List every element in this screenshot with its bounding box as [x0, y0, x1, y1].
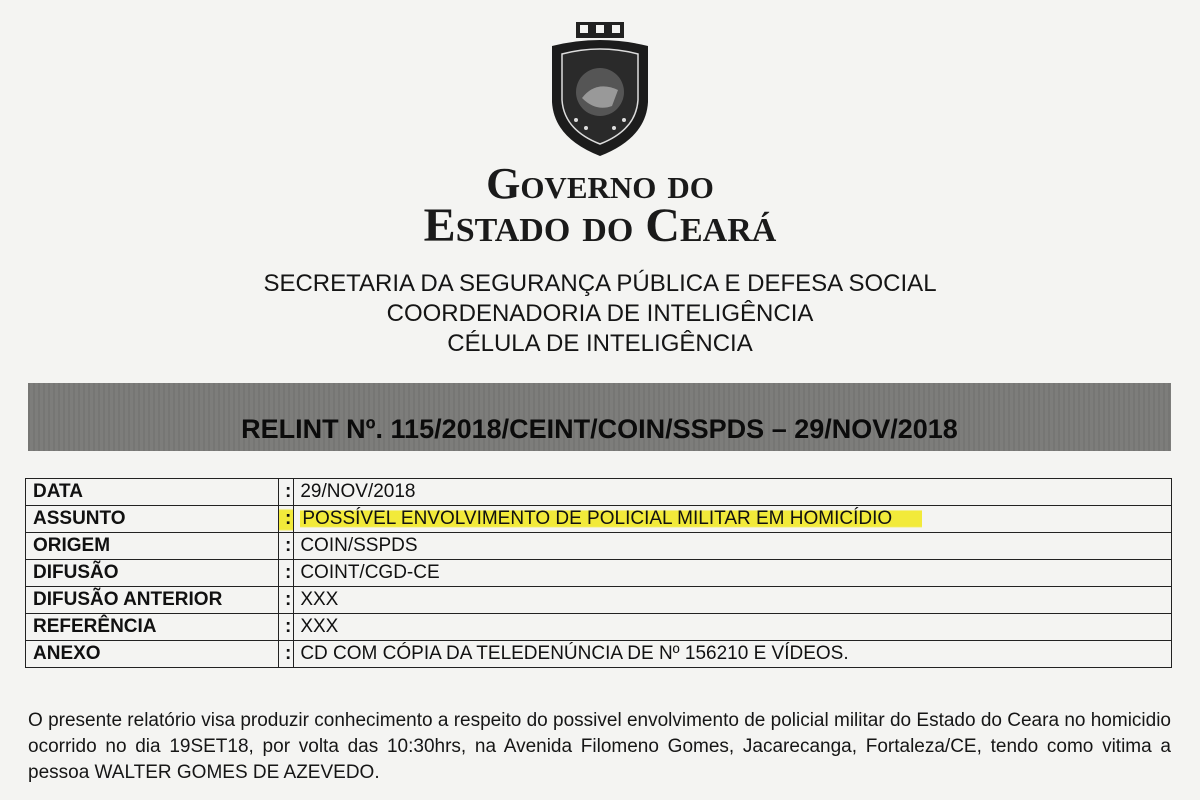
report-number: RELINT Nº. 115/2018/CEINT/COIN/SSPDS – 29/NOV/2018 [241, 414, 958, 444]
row-label: REFERÊNCIA [26, 614, 279, 641]
row-separator: : [279, 479, 294, 506]
row-value-highlighted: POSSÍVEL ENVOLVIMENTO DE POLICIAL MILITAR EM HOMICÍDIO [300, 508, 922, 529]
report-body-paragraph: O presente relatório visa produzir conhecimento a respeito do possivel envolvimento de policial militar do Estado do Ceara no homicidio ocorrido no dia 19SET18, por volta das 10:30hrs, na Avenida Filomeno Gomes, Jacarecanga, Fortaleza/CE, tendo como vitima a pessoa WALTER GOMES DE AZEVEDO. [28, 710, 1171, 783]
row-value: XXX [294, 614, 1172, 641]
table-row [26, 533, 1172, 560]
row-value: COIN/SSPDS [294, 533, 1172, 560]
department-heading: SECRETARIA DA SEGURANÇA PÚBLICA E DEFESA SOCIAL [263, 270, 937, 297]
logo-title-line2: Estado do Ceará [423, 199, 777, 252]
row-label: DIFUSÃO ANTERIOR [26, 587, 279, 614]
row-separator: : [279, 587, 294, 614]
row-value: XXX [294, 587, 1172, 614]
row-separator: : [279, 533, 294, 560]
row-value: CD COM CÓPIA DA TELEDENÚNCIA DE Nº 156210 E VÍDEOS. [294, 641, 1172, 668]
table-row [26, 641, 1172, 668]
table-row [26, 614, 1172, 641]
row-label: DATA [26, 479, 279, 506]
report-number-banner [28, 383, 1171, 451]
row-label: DIFUSÃO [26, 560, 279, 587]
table-row [26, 506, 1172, 533]
row-value-cell [294, 506, 1172, 533]
report-metadata-table [25, 478, 1172, 668]
row-separator: : [279, 506, 294, 533]
row-label: ASSUNTO [26, 506, 279, 533]
row-value: 29/NOV/2018 [294, 479, 1172, 506]
logo-title-line1: Governo do [486, 159, 714, 208]
table-row [26, 560, 1172, 587]
table-row [26, 479, 1172, 506]
coordination-heading: COORDENADORIA DE INTELIGÊNCIA [386, 300, 814, 327]
table-row [26, 587, 1172, 614]
row-separator: : [279, 614, 294, 641]
cell-heading: CÉLULA DE INTELIGÊNCIA [447, 330, 753, 357]
row-label: ORIGEM [26, 533, 279, 560]
row-separator: : [279, 560, 294, 587]
state-crest-logo [546, 20, 654, 158]
row-separator: : [279, 641, 294, 668]
row-label: ANEXO [26, 641, 279, 668]
row-value: COINT/CGD-CE [294, 560, 1172, 587]
